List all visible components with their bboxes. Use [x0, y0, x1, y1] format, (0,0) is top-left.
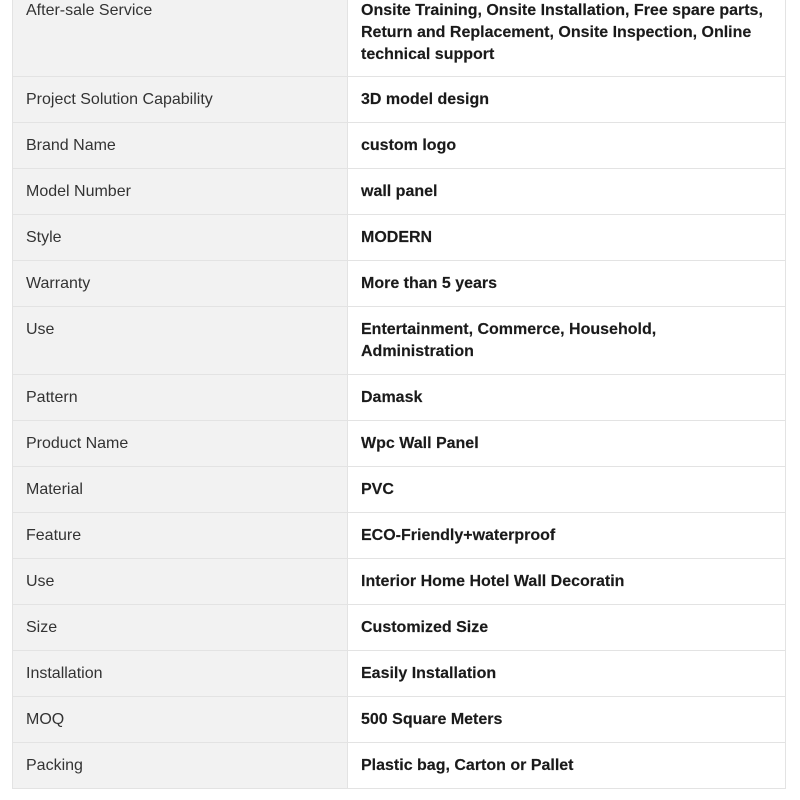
spec-row-installation [13, 651, 786, 697]
spec-row-model-number [13, 169, 786, 215]
spec-value: Damask [348, 375, 786, 421]
spec-label: Material [13, 467, 348, 513]
spec-value: 3D model design [348, 77, 786, 123]
spec-label: Style [13, 215, 348, 261]
spec-row-brand-name [13, 123, 786, 169]
spec-row-size [13, 605, 786, 651]
spec-value: Customized Size [348, 605, 786, 651]
spec-row-packing [13, 743, 786, 789]
spec-value: Plastic bag, Carton or Pallet [348, 743, 786, 789]
spec-row-pattern [13, 375, 786, 421]
spec-value: ECO-Friendly+waterproof [348, 513, 786, 559]
spec-label: Brand Name [13, 123, 348, 169]
spec-value: Entertainment, Commerce, Household, Administration [348, 307, 786, 375]
spec-row-after-sale-service [13, 0, 786, 77]
spec-value: 500 Square Meters [348, 697, 786, 743]
spec-row-moq [13, 697, 786, 743]
spec-value: MODERN [348, 215, 786, 261]
spec-label: Model Number [13, 169, 348, 215]
spec-label: Feature [13, 513, 348, 559]
spec-value: wall panel [348, 169, 786, 215]
spec-row-feature [13, 513, 786, 559]
spec-row-use-2 [13, 559, 786, 605]
spec-value: Onsite Training, Onsite Installation, Free spare parts, Return and Replacement, Onsite Inspection, Online technical support [348, 0, 786, 77]
spec-label: Use [13, 307, 348, 375]
spec-value: custom logo [348, 123, 786, 169]
spec-value: More than 5 years [348, 261, 786, 307]
spec-value: Interior Home Hotel Wall Decoratin [348, 559, 786, 605]
spec-row-use [13, 307, 786, 375]
spec-label: Packing [13, 743, 348, 789]
spec-value: Wpc Wall Panel [348, 421, 786, 467]
spec-label: Size [13, 605, 348, 651]
spec-label: Project Solution Capability [13, 77, 348, 123]
spec-row-material [13, 467, 786, 513]
spec-label: Pattern [13, 375, 348, 421]
spec-row-product-name [13, 421, 786, 467]
spec-row-project-solution-capability [13, 77, 786, 123]
spec-label: After-sale Service [13, 0, 348, 77]
spec-label: Use [13, 559, 348, 605]
spec-row-style [13, 215, 786, 261]
spec-value: PVC [348, 467, 786, 513]
spec-table-body [13, 0, 786, 789]
spec-label: Warranty [13, 261, 348, 307]
spec-label: MOQ [13, 697, 348, 743]
spec-value: Easily Installation [348, 651, 786, 697]
spec-label: Installation [13, 651, 348, 697]
spec-row-warranty [13, 261, 786, 307]
product-spec-table [12, 0, 786, 789]
spec-label: Product Name [13, 421, 348, 467]
